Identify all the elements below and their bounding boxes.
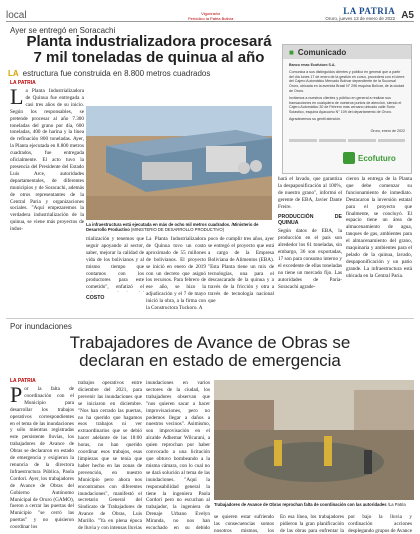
ecofuturo-logo-icon bbox=[343, 152, 355, 164]
article1-caption-credit: (MINISTERIO DE DESARROLLO PRODUCTIVO) bbox=[130, 227, 224, 233]
article2-caption-credit: /La Patria bbox=[387, 502, 406, 507]
article1-produccion-subhead: PRODUCCIÓN DE QUINUA bbox=[278, 213, 342, 227]
article1-column-4 bbox=[278, 176, 342, 316]
page-number: A5 bbox=[401, 10, 414, 21]
article1-dropcap: L bbox=[10, 88, 24, 109]
article1-column-5: cieron la entrega de la Planta que debe comenzar su funcionamiento de inmediato. Destacaron la inversión estatal para el proyecto que finalmente, se concluyó. El espacio tiene un área de almacenamiento de agua, tanques de gas, ambientes para el almacenamiento del grano, maquinaria y ambientes para el pelado de la quinua, lavado, despaponificación y un patio grande. La infraestructura está ubicada en la Central Paria. bbox=[346, 176, 412, 279]
header-right bbox=[325, 6, 414, 21]
article1-headline: Planta industrializadora procesará 7 mil toneladas de quinua al año bbox=[26, 33, 272, 66]
quinua-plant-photo bbox=[86, 106, 272, 220]
comunicado-header bbox=[283, 45, 411, 59]
article1-column-1-text: a Planta Industrializadora de Quinua fue entregada a casi tres años de su inicio. Según los responsables, se pretende procesar al año 7.300 toneladas del grano por día, 600 toneladas, 400 de harina y la línea de refinación 800 toneladas. Ayer, la Planta ejecutada en 8.800 metros cuadrados, fue entregada oficialmente. El acto tuvo la presencia del Presidente del Estado Luis Arce, autoridades departamentales, de diferentes municipios y de Soracachi, además de otros representantes de la Central Paria y organizaciones sociales. "Aquí empezaremos la verdadera industrialización de la quinua, se viene más proyectos de indus- bbox=[10, 88, 84, 233]
article1-subhead-tag: LA bbox=[8, 69, 19, 78]
comunicado-paragraph-2: Invitamos a nuestros clientes y público en general a realizar sus transacciones en cualquiera de nuestros puntos de atención, siendo el Cajero Automático 30 de Febrero más cercano ubicado calle Sorio Solastico, esquina Ayacucho N° 109 del departamento de Oruro. bbox=[289, 95, 402, 115]
article1-column-4b-text: Según datos de EBA, la producción en el país son alrededor los 61 toneladas, sin embargo, 36 son exportadas, 17 son para consumo interno y el excedente de ellas toneladas no tiene un mercado fijo. Las autoridades de Paria-Soracachi agrade- bbox=[278, 228, 342, 290]
comunicado-paragraph-1: Comunica a sus distinguidos clientes y público en general que a partir del día lunes 17 de enero de la gestión en curso, procederá con el cierre del Cajero Automático Mercado Bolívar dependiente de la Sucursal Oruro, ubicada en la avenida Brasil N° 296 esquina Bolívar, de la ciudad de Oruro. bbox=[289, 69, 405, 93]
article2-photo bbox=[214, 380, 414, 500]
page-header bbox=[6, 2, 414, 22]
article2-byline: LA PATRIA bbox=[10, 378, 36, 384]
comunicado-paragraph-3: Agradecemos su gentil atención. bbox=[289, 116, 342, 121]
article1-kicker: Ayer se entregó en Soracachi bbox=[10, 26, 116, 35]
article2-column-5: En esa línea, los trabajadores pidieron la gran planificación de las obras para enfrentar la bbox=[280, 514, 344, 534]
article2-headline: Trabajadores de Avance de Obras se declaran en estado de emergencia bbox=[69, 333, 351, 370]
header-center bbox=[96, 11, 325, 21]
article1-photo bbox=[86, 106, 272, 220]
article2-caption-main: Trabajadores de Avance de Obras reprochan falta de coordinación con las autoridades bbox=[214, 502, 387, 507]
article1-subhead bbox=[8, 69, 288, 78]
article1-column-1 bbox=[10, 88, 84, 314]
header-center-line1: Vigorinsfor bbox=[201, 11, 221, 16]
article2-column-1-text: or la falta de coordinación con el Municipio para desarrollar los trabajos operativos correspondientes en el tema de las inundaciones y sólo mientras registradas este persistente lluvias, los trabajadores de Avance de Obras se declararon en estado de emergencia y exigieron la renuncia de la directora Infraestructura Pública, Paola Cordori. Ayer, los trabajadores de Avance de Obras del Gobierno Autónomo Municipal de Oruro (GAMO), fueron a cerrar las puertas del Municipio "se cerró las puertas" y no quisieron coordinar los bbox=[10, 386, 74, 531]
article2-column-4: se quieren estar sufriendo las consecuencias somos nosotros mismos, los bbox=[214, 514, 274, 534]
ecofuturo-logo-text: Ecofuturo bbox=[358, 153, 396, 163]
article1-column-4-text: hará el lavado, que garantiza la despaponificación al 100%, de nuestro grano", informó el gerente de EBA, Javier Dante Freire. bbox=[278, 176, 342, 210]
article2-caption bbox=[214, 502, 414, 507]
article1-column-2: trialización y tenemos que seguir apoyando al sector, saber, mejorar la calidad de vida de los bolivianos y al mismo tiempo que contamos con los productores para este cometido", enfatizó el bbox=[86, 236, 144, 291]
comunicado-org: Banco rmac Ecofuturo S.A. bbox=[289, 63, 336, 67]
article-separator bbox=[6, 318, 414, 319]
megaphone-icon: ■ bbox=[289, 47, 294, 57]
article2-column-6: por bajo la lluvia y cordinación acciones desplegando grupos de Avance bbox=[348, 514, 412, 534]
article1-costo-subhead: COSTO bbox=[86, 295, 105, 301]
comunicado-box bbox=[282, 44, 412, 174]
section-name: local bbox=[6, 10, 27, 21]
article1-column-3: poco de cumplir tres años, ayer se entregó el proyecto que está a cargo de la Empresa Boliviana de Alimentos (EBA). "Esta Planta tiene un mix de tecnologías, una para el descascarado de la quinua y a través de la fricción y otra a través de tecnología nacional que bbox=[208, 236, 274, 305]
article2-kicker: Por inundaciones bbox=[10, 322, 72, 331]
article1-caption-main: La infraestructura está ejecutada en más de ocho mil metros cuadrados. /Ministerio de Desarrollo Productivo bbox=[86, 222, 259, 233]
article2-column-1 bbox=[10, 386, 74, 532]
article1-column-2b: La Planta Industrializadora de Quinua tuvo un costo aproximado de 55 millones de bolivianos. El proyecto se inició en enero de 2019 con un decreto que asignó los recursos. Para febrero de ese año, se hizo la adjudicación y el 7 de mayo inició la obra, a la firma con la Constructora Tuckoro. A bbox=[146, 236, 206, 312]
article2-dropcap: P bbox=[10, 386, 23, 407]
article1-subhead-text: estructura fue construida en 8.800 metros cuadrados bbox=[22, 69, 211, 78]
ecofuturo-logo bbox=[343, 149, 403, 167]
article2-column-3: inundaciones en varios sectores de la ciudad, los trabajadores observan que "nos quieren sacar a hacer improvisaciones, pero no podemos llegar a daños a nuestros vecinos". Asimismo, son improvisación en el alcalde Adhemar Wilcarani, a quien reprochan por haber convocado a una licitación que obtuvo bombeando a la misma cámara, con lo cual no se dará solución al tema de las inundaciones. "Aquí la responsabilidad general la tiene la ingeniera Paola Cordori pero no escuchan al trabajador, la ingeniera de Drenaje Urbano Evelyn Miranda, no nos han escuchado en su debido bbox=[146, 380, 210, 532]
issue-date: Oruro, jueves 13 de enero de 2022 bbox=[325, 16, 396, 21]
flooded-street-photo bbox=[214, 380, 414, 500]
header-center-line2: Periódico la Patria Bolivia bbox=[188, 16, 234, 21]
comunicado-title: Comunicado bbox=[297, 47, 347, 57]
article2-column-2: trabajos operativos entre diciembre del 2021, para prevenir las inundaciones que se iniciaron en diciembre. "Nos han cerrado las puertas, no ha querido que hagamos esos trabajos ni ver extraordinarios que se debió hacer adelante de las 18:00 horas, no han querido coordinar esos trabajos, esas limpiezas que se tenía que haber hecho en las zonas de prevención, en nuestro Municipio pero ahora nos encontramos con diferentes inundaciones", manifestó el secretario General del Sindicato de Trabajadores de Avance de Obras, Luis Murillo. "Ya en plena época de lluvia y con intensas lluvias bbox=[78, 380, 142, 532]
article1-byline: LA PATRIA bbox=[10, 80, 36, 86]
comunicado-date: Oruro, enero de 2022 bbox=[370, 129, 405, 133]
article1-caption bbox=[86, 222, 272, 232]
comunicado-strip bbox=[289, 137, 405, 143]
comunicado-body bbox=[283, 59, 411, 128]
newspaper-brand: LA PATRIA bbox=[343, 6, 396, 16]
